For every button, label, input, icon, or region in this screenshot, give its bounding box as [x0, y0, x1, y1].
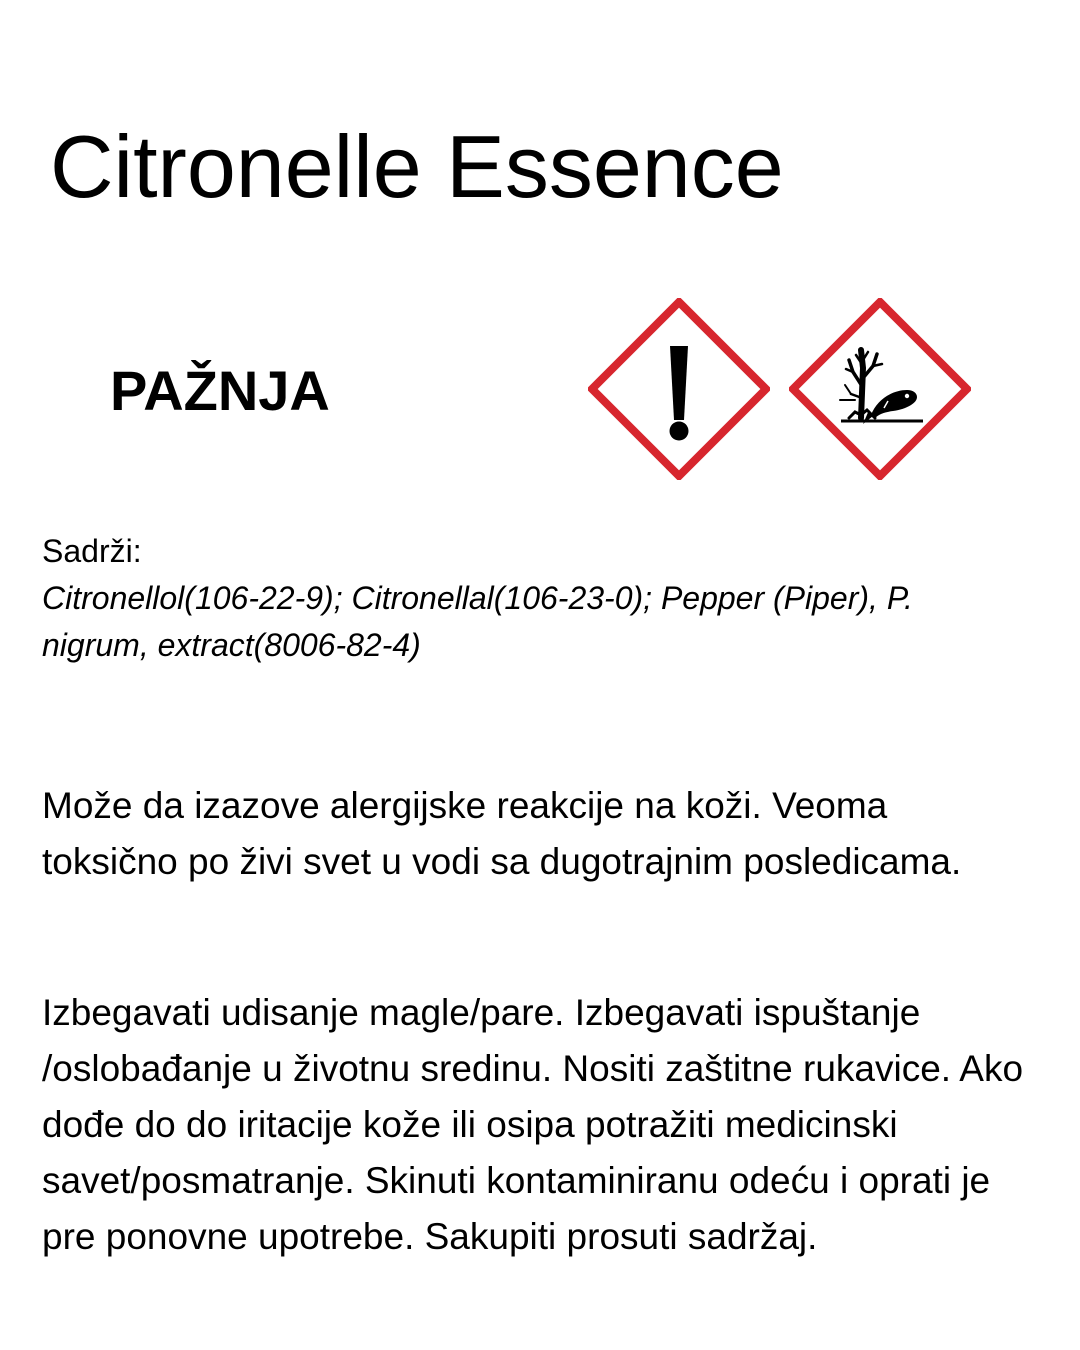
product-title: Citronelle Essence: [50, 117, 784, 216]
exclamation-dot: [670, 422, 689, 441]
contains-label: Sadrži:: [42, 533, 142, 569]
pictogram-border: [793, 302, 967, 476]
signal-word: PAŽNJA: [110, 359, 330, 422]
exclamation-mark-icon: [588, 298, 770, 480]
contains-section: [42, 528, 1002, 669]
precautionary-statement: Izbegavati udisanje magle/pare. Izbegavati ispuštanje /oslobađanje u životnu sredinu. Nositi zaštitne rukavice. Ako dođe do do iritacije kože ili osipa potražiti medicinski savet/posmatranje. Skinuti kontaminiranu odeću i oprati je pre ponovne upotrebe. Sakupiti prosuti sadržaj.: [42, 992, 1024, 1257]
ingredients-list: Citronellol(106-22-9); Citronellal(106-23-0); Pepper (Piper), P. nigrum, extract(8006-82-4): [42, 580, 913, 663]
environment-icon: [789, 298, 971, 480]
hazard-statement: Može da izazove alergijske reakcije na koži. Veoma toksično po živi svet u vodi sa dugotrajnim posledicama.: [42, 785, 962, 882]
